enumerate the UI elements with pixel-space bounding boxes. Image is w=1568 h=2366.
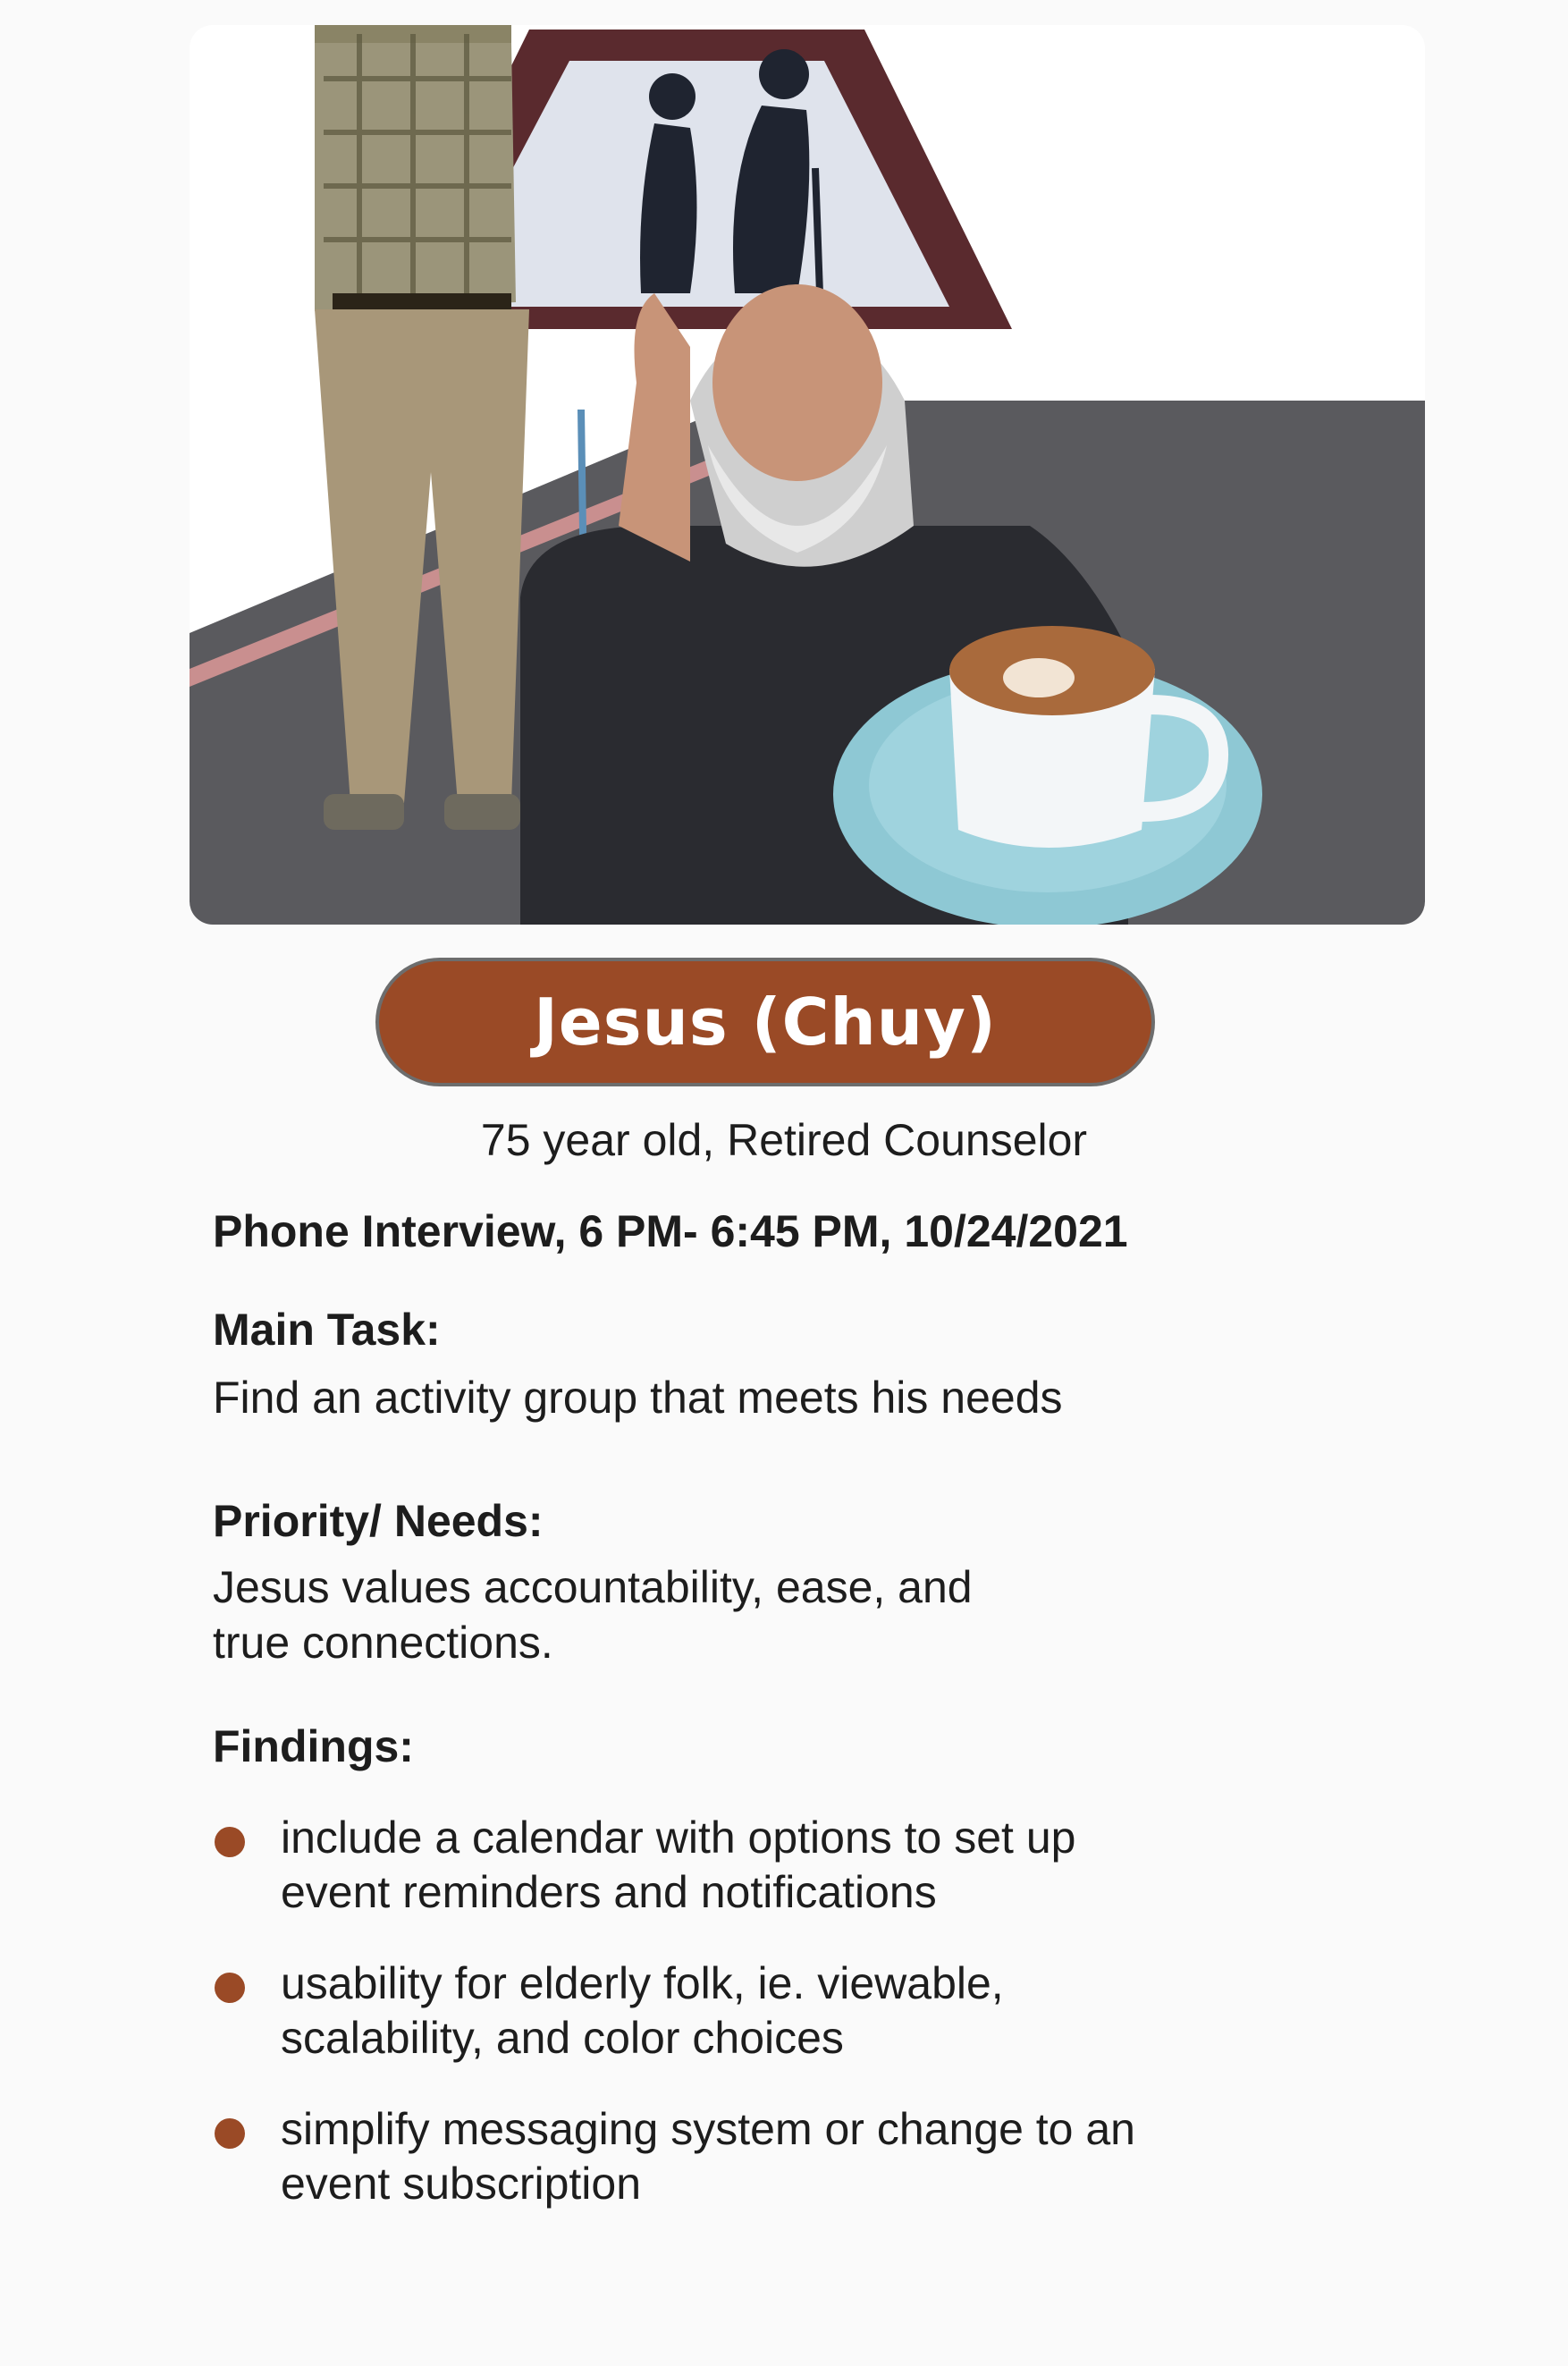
finding-item (213, 1811, 1375, 1920)
priority-needs-line: true connections. (213, 1618, 553, 1668)
priority-needs-text (213, 1559, 973, 1670)
finding-item (213, 2102, 1375, 2211)
priority-needs-line: Jesus values accountability, ease, and (213, 1562, 973, 1612)
bullet-dot-icon (215, 2118, 245, 2149)
persona-subtitle: 75 year old, Retired Counselor (480, 1115, 1088, 1165)
hero-collage-image (190, 25, 1425, 925)
bullet-dot-icon (215, 1973, 245, 2003)
finding-line: simplify messaging system or change to an (281, 2104, 1135, 2154)
priority-needs-heading: Priority/ Needs: (213, 1496, 544, 1546)
finding-line: scalability, and color choices (281, 2013, 844, 2063)
main-task-text: Find an activity group that meets his needs (213, 1373, 1063, 1423)
finding-line: event subscription (281, 2159, 642, 2209)
finding-item (213, 1956, 1375, 2066)
findings-list (213, 1811, 1375, 2248)
finding-line: event reminders and notifications (281, 1867, 937, 1917)
findings-heading: Findings: (213, 1721, 414, 1771)
bullet-dot-icon (215, 1827, 245, 1857)
persona-name: Jesus (Chuy) (534, 984, 997, 1060)
main-task-heading: Main Task: (213, 1305, 441, 1355)
finding-line: include a calendar with options to set up (281, 1813, 1076, 1863)
interview-details: Phone Interview, 6 PM- 6:45 PM, 10/24/2021 (213, 1206, 1128, 1256)
finding-line: usability for elderly folk, ie. viewable, (281, 1958, 1004, 2008)
persona-name-badge (375, 958, 1155, 1086)
